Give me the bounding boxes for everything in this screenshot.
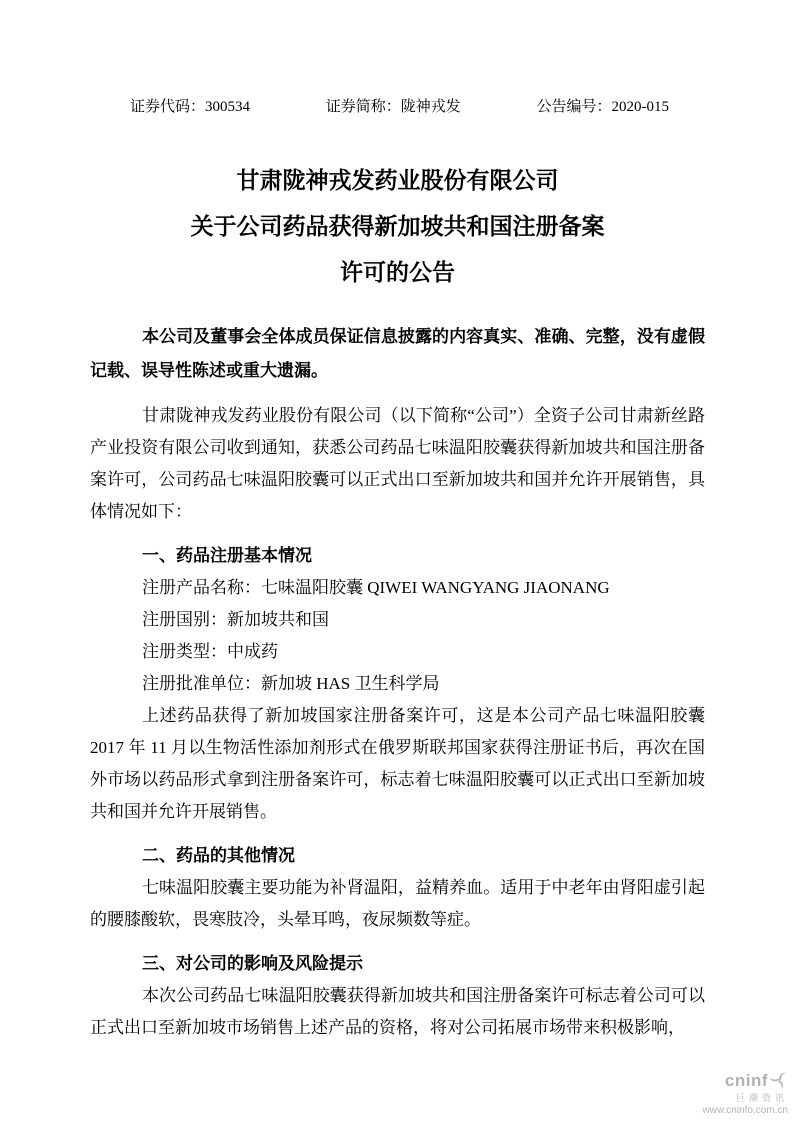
section-3-heading: 三、对公司的影响及风险提示 — [142, 954, 363, 973]
document-header — [90, 96, 705, 118]
intro-paragraph: 甘肃陇神戎发药业股份有限公司（以下简称“公司”）全资子公司甘肃新丝路产业投资有限公司收到通知，获悉公司药品七味温阳胶囊获得新加坡共和国注册备案许可，公司药品七味温阳胶囊可以正式出口至新加坡共和国并允许开展销售，具体情况如下： — [90, 406, 705, 521]
cninfo-watermark — [702, 1071, 788, 1116]
section-2-heading: 二、药品的其他情况 — [142, 846, 295, 865]
registration-country: 注册国别：新加坡共和国 — [142, 610, 329, 629]
section-registration-basics — [90, 540, 705, 828]
registration-type: 注册类型：中成药 — [142, 642, 278, 661]
stock-short-name: 证券简称：陇神戎发 — [325, 99, 461, 115]
document-title — [90, 158, 705, 296]
cninfo-swirl-icon — [770, 1071, 788, 1094]
section-impact-risk — [90, 948, 705, 1044]
section-other-info — [90, 840, 705, 936]
board-declaration: 本公司及董事会全体成员保证信息披露的内容真实、准确、完整，没有虚假记载、误导性陈述或重大遗漏。 — [90, 327, 705, 380]
announcement-number: 公告编号：2020-015 — [536, 99, 669, 115]
section-1-heading: 一、药品注册基本情况 — [142, 546, 312, 565]
cninfo-brand-row — [702, 1071, 788, 1094]
registration-authority: 注册批准单位：新加坡 HAS 卫生科学局 — [142, 674, 440, 693]
cninfo-chinese-name: 巨潮资讯 — [735, 1093, 788, 1104]
section-2-paragraph: 七味温阳胶囊主要功能为补肾温阳，益精养血。适用于中老年由肾阳虚引起的腰膝酸软，畏寒肢冷，头晕耳鸣，夜尿频数等症。 — [90, 878, 705, 929]
registration-product-name: 注册产品名称：七味温阳胶囊 QIWEI WANGYANG JIAONANG — [142, 578, 610, 597]
section-3-paragraph: 本次公司药品七味温阳胶囊获得新加坡共和国注册备案许可标志着公司可以正式出口至新加坡市场销售上述产品的资格，将对公司拓展市场带来积极影响， — [90, 986, 705, 1037]
cninfo-brand-text: cninf — [724, 1071, 768, 1091]
title-line-1: 甘肃陇神戎发药业股份有限公司 — [236, 168, 559, 193]
section-1-paragraph: 上述药品获得了新加坡国家注册备案许可，这是本公司产品七味温阳胶囊 2017 年 11 月以生物活性添加剂形式在俄罗斯联邦国家获得注册证书后，再次在国外市场以药品形式拿到注册备案许可，标志着七味温阳胶囊可以正式出口至新加坡共和国并允许开展销售。 — [90, 706, 705, 821]
title-line-3: 许可的公告 — [340, 260, 455, 285]
title-line-2: 关于公司药品获得新加坡共和国注册备案 — [190, 214, 605, 239]
stock-code: 证券代码：300534 — [130, 99, 251, 115]
cninfo-url: www.cninfo.com.cn — [702, 1105, 788, 1116]
